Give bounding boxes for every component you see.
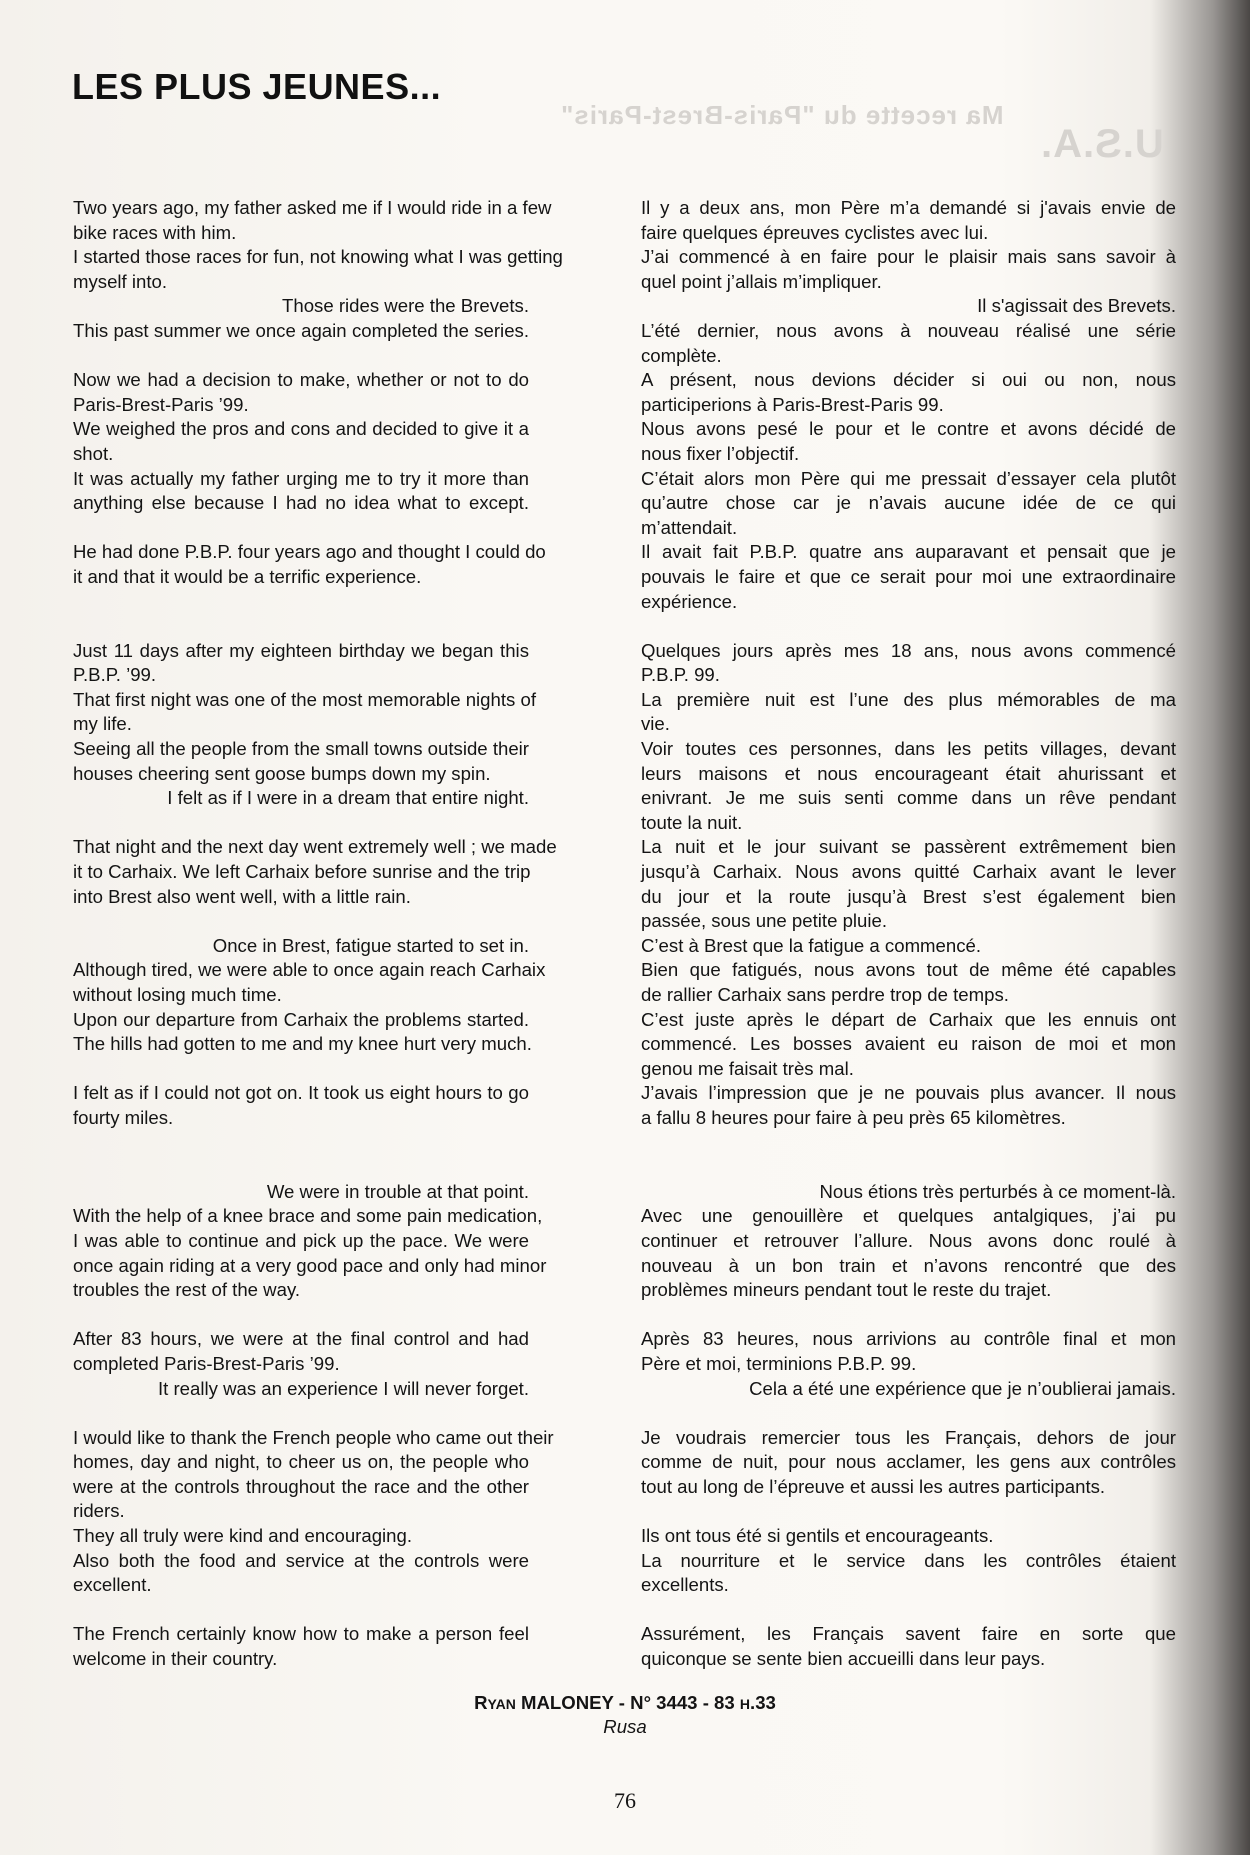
text-line: Those rides were the Brevets. xyxy=(282,295,529,317)
text-line: passée, sous une petite pluie. xyxy=(641,910,888,932)
paragraph-gap xyxy=(641,1598,1176,1623)
text-line: faire quelques épreuves cyclistes avec lui. xyxy=(641,221,989,243)
text-line: This past summer we once again completed the series. xyxy=(73,319,529,341)
text-line: Bien que fatigués, nous avons tout de même été capables xyxy=(641,959,1176,981)
text-line: It was actually my father urging me to try it more than xyxy=(73,467,529,489)
text-line: de rallier Carhaix sans perdre trop de temps. xyxy=(641,984,1009,1005)
text-line: toute la nuit. xyxy=(641,811,743,833)
text-line: continuer et retrouver l’allure. Nous avons donc roulé à xyxy=(641,1229,1176,1251)
text-line: It really was an experience I will never forget. xyxy=(157,1377,529,1399)
text-line: La première nuit est l’une des plus mémorables de ma xyxy=(641,688,1176,710)
text-line: bike races with him. xyxy=(73,221,237,243)
paragraph-gap xyxy=(73,1598,529,1623)
paragraph-gap xyxy=(641,1303,1176,1328)
text-line: expérience. xyxy=(641,590,738,612)
text-line: quiconque se sente bien accueilli dans leur pays. xyxy=(641,1648,1046,1670)
english-column xyxy=(73,196,563,1672)
text-line: Once in Brest, fatigue started to set in. xyxy=(212,934,529,956)
paragraph-gap xyxy=(641,614,1176,639)
hours-suffix: H xyxy=(739,1696,751,1712)
text-line: participerions à Paris-Brest-Paris 99. xyxy=(641,393,944,415)
text-line: Seeing all the people from the small towns outside their xyxy=(73,738,529,760)
text-line: Cela a été une expérience que je n’oublierai jamais. xyxy=(749,1377,1176,1399)
text-line: my life. xyxy=(73,713,132,735)
text-line: The French certainly know how to make a person feel xyxy=(73,1623,529,1645)
text-line: Also both the food and service at the controls were xyxy=(73,1549,529,1571)
text-line: Nous étions très perturbés à ce moment-là. xyxy=(819,1180,1176,1202)
text-line: With the help of a knee brace and some pain medication, xyxy=(73,1205,543,1227)
paragraph-gap xyxy=(641,1401,1176,1426)
text-line: leurs maisons et nous encourageant était ahurissant et xyxy=(641,762,1176,784)
text-line: a fallu 8 heures pour faire à peu près 65 kilomètres. xyxy=(641,1106,1066,1128)
paragraph-gap xyxy=(73,1155,529,1180)
text-line: vie. xyxy=(641,713,670,735)
text-line: Two years ago, my father asked me if I would ride in a few xyxy=(73,197,552,218)
text-line: jusqu’à Carhaix. Nous avons quitté Carhaix avant le lever xyxy=(641,861,1176,883)
text-line: Nous avons pesé le pour et le contre et avons décidé de xyxy=(641,418,1176,440)
text-line: tout au long de l’épreuve et aussi les autres participants. xyxy=(641,1475,1106,1497)
text-line: welcome in their country. xyxy=(73,1648,278,1670)
text-line: After 83 hours, we were at the final control and had xyxy=(73,1328,529,1350)
text-line: C’est juste après le départ de Carhaix que les ennuis ont xyxy=(641,1008,1176,1030)
text-line: I felt as if I were in a dream that entire night. xyxy=(167,787,529,809)
author-affiliation: Rusa xyxy=(603,1716,647,1737)
text-line: houses cheering sent goose bumps down my spin. xyxy=(73,762,491,784)
text-line: without losing much time. xyxy=(73,984,282,1005)
show-through-heading: Ma recette du "Paris-Brest-Paris" xyxy=(560,100,1004,130)
text-line: it to Carhaix. We left Carhaix before sunrise and the trip xyxy=(73,861,531,883)
text-line: J’ai commencé à en faire pour le plaisir mais sans savoir à xyxy=(641,246,1176,268)
text-line: completed Paris-Brest-Paris ’99. xyxy=(73,1352,340,1374)
text-line: Paris-Brest-Paris ’99. xyxy=(73,393,249,415)
text-line: I felt as if I could not got on. It took us eight hours to go xyxy=(73,1082,529,1104)
paragraph-gap xyxy=(641,1499,1176,1524)
text-line: La nuit et le jour suivant se passèrent extrêmement bien xyxy=(641,836,1176,858)
text-line: Although tired, we were able to once again reach Carhaix xyxy=(73,959,546,981)
text-line: C’était alors mon Père qui me pressait d’essayer cela plutôt xyxy=(641,467,1176,489)
text-line: it and that it would be a terrific experience. xyxy=(73,565,422,587)
author-signature xyxy=(0,1692,1250,1714)
text-line: Quelques jours après mes 18 ans, nous avons commencé xyxy=(641,639,1176,661)
author-initial: R xyxy=(474,1692,488,1713)
text-line: I would like to thank the French people who came out their xyxy=(73,1426,554,1448)
text-line: pouvais le faire et que ce serait pour moi une extraordinaire xyxy=(641,565,1176,587)
paragraph-gap xyxy=(73,1303,529,1328)
text-line: Avec une genouillère et quelques antalgiques, j’ai pu xyxy=(641,1205,1176,1227)
text-line: myself into. xyxy=(73,270,168,292)
text-line: Père et moi, terminions P.B.P. 99. xyxy=(641,1352,917,1374)
paragraph-gap xyxy=(73,1401,529,1426)
text-line: Voir toutes ces personnes, dans les petits villages, devant xyxy=(641,738,1176,760)
text-line: Après 83 heures, nous arrivions au contrôle final et mon xyxy=(641,1328,1176,1350)
text-line: The hills had gotten to me and my knee hurt very much. xyxy=(73,1033,532,1055)
text-line: once again riding at a very good pace and only had minor xyxy=(73,1254,547,1276)
text-line: m’attendait. xyxy=(641,516,738,538)
text-line: fourty miles. xyxy=(73,1106,174,1128)
text-line: excellent. xyxy=(73,1574,152,1596)
text-line: du jour et la route jusqu’à Brest s’est également bien xyxy=(641,885,1176,907)
text-line: Il y a deux ans, mon Père m’a demandé si j'avais envie de xyxy=(641,197,1176,218)
text-line: He had done P.B.P. four years ago and thought I could do xyxy=(73,541,546,563)
french-column xyxy=(641,196,1176,1672)
paragraph-gap xyxy=(73,344,529,369)
paragraph-gap xyxy=(73,1131,529,1156)
text-line: That first night was one of the most memorable nights of xyxy=(73,688,537,710)
text-line: genou me faisait très mal. xyxy=(641,1057,854,1079)
text-line: into Brest also went well, with a little rain. xyxy=(73,885,411,907)
text-line: nouveau à un bon train et n’avons rencontré que des xyxy=(641,1254,1176,1276)
text-line: quel point j’allais m’impliquer. xyxy=(641,270,882,292)
text-line: nous fixer l’objectif. xyxy=(641,442,800,464)
minutes: .33 xyxy=(750,1692,776,1713)
paragraph-gap xyxy=(73,1057,529,1082)
text-line: I was able to continue and pick up the pace. We were xyxy=(73,1229,529,1251)
text-line: were at the controls throughout the race and the other xyxy=(73,1475,529,1497)
paragraph-gap xyxy=(73,614,529,639)
text-line: excellents. xyxy=(641,1574,729,1596)
text-line: shot. xyxy=(73,442,114,464)
text-line: enivrant. Je me suis senti comme dans un rêve pendant xyxy=(641,787,1176,809)
text-line: L’été dernier, nous avons à nouveau réalisé une série xyxy=(641,319,1176,341)
text-line: homes, day and night, to cheer us on, the people who xyxy=(73,1451,529,1473)
paragraph-gap xyxy=(73,811,529,836)
text-line: Je voudrais remercier tous les Français, dehors de jour xyxy=(641,1426,1176,1448)
text-line: commencé. Les bosses avaient eu raison de moi et mon xyxy=(641,1033,1176,1055)
text-line: I started those races for fun, not knowing what I was getting xyxy=(73,246,563,268)
text-line: Just 11 days after my eighteen birthday we began this xyxy=(73,639,529,661)
text-line: That night and the next day went extremely well ; we made xyxy=(73,836,557,858)
show-through-country: U.S.A. xyxy=(1040,122,1164,166)
text-line: complète. xyxy=(641,344,722,366)
text-line: We weighed the pros and cons and decided to give it a xyxy=(73,418,529,440)
text-line: A présent, nous devions décider si oui ou non, nous xyxy=(641,369,1176,391)
article-title: LES PLUS JEUNES... xyxy=(72,66,442,107)
text-line: comme de nuit, pour nous acclamer, les gens aux contrôles xyxy=(641,1451,1176,1473)
paragraph-gap xyxy=(641,1155,1176,1180)
text-line: Now we had a decision to make, whether or not to do xyxy=(73,369,529,391)
text-line: troubles the rest of the way. xyxy=(73,1279,301,1301)
paragraph-gap xyxy=(73,590,529,615)
text-line: C’est à Brest que la fatigue a commencé. xyxy=(641,934,982,956)
text-line: P.B.P. 99. xyxy=(641,664,720,686)
text-line: riders. xyxy=(73,1500,125,1522)
author-details: MALONEY - N° 3443 - 83 xyxy=(515,1692,740,1713)
text-line: Ils ont tous été si gentils et encourageants. xyxy=(641,1525,994,1547)
text-line: anything else because I had no idea what to except. xyxy=(73,492,529,514)
paragraph-gap xyxy=(73,516,529,541)
paragraph-gap xyxy=(641,1131,1176,1156)
page-number: 76 xyxy=(614,1788,636,1813)
text-line: They all truly were kind and encouraging. xyxy=(73,1525,413,1547)
text-line: qu’autre chose car je n’avais aucune idée de ce qui xyxy=(641,492,1176,514)
text-line: Il avait fait P.B.P. quatre ans auparavant et pensait que je xyxy=(641,541,1176,563)
text-line: Upon our departure from Carhaix the problems started. xyxy=(73,1008,529,1030)
text-line: Il s'agissait des Brevets. xyxy=(977,295,1176,317)
text-line: J’avais l’impression que je ne pouvais plus avancer. Il nous xyxy=(641,1082,1176,1104)
paragraph-gap xyxy=(73,909,529,934)
text-line: Assurément, les Français savent faire en sorte que xyxy=(641,1623,1176,1645)
text-line: La nourriture et le service dans les contrôles étaient xyxy=(641,1549,1176,1571)
text-line: problèmes mineurs pendant tout le reste du trajet. xyxy=(641,1279,1052,1301)
author-first-name-rest: YAN xyxy=(487,1696,516,1712)
text-line: P.B.P. ’99. xyxy=(73,664,157,686)
text-line: We were in trouble at that point. xyxy=(266,1180,529,1202)
